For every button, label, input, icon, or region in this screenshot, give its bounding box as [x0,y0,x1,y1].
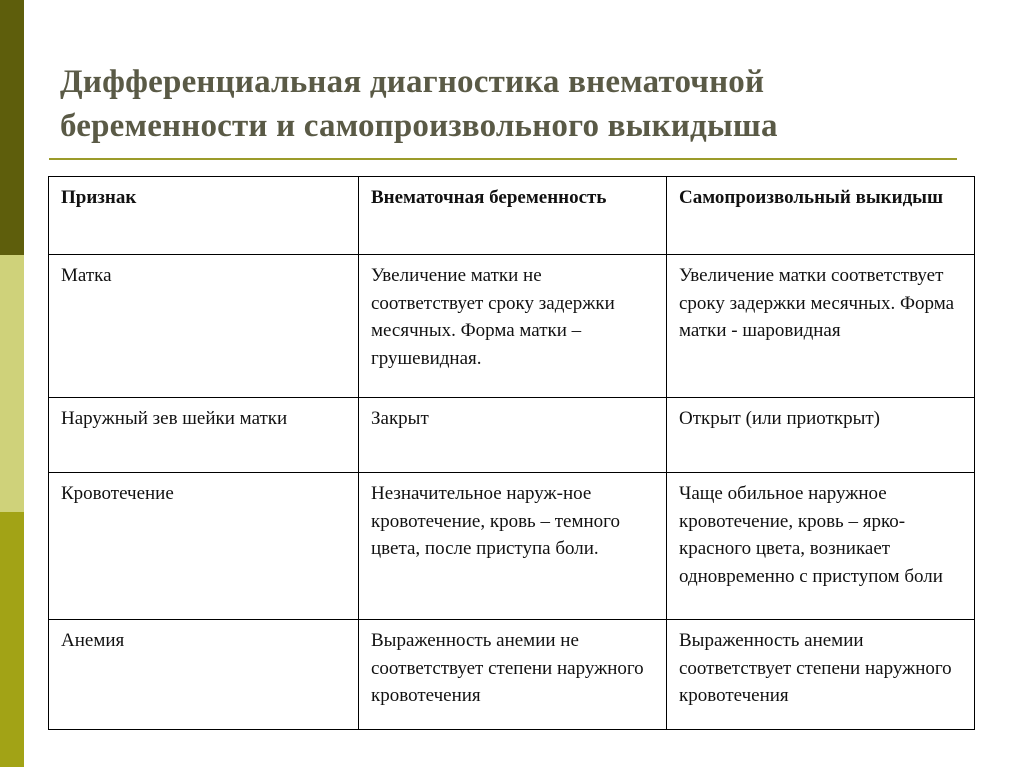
side-bar-dark [0,0,24,255]
side-bar-olive [0,512,24,767]
header-miscarriage: Самопроизвольный выкидыш [667,177,975,255]
title-underline [49,158,957,160]
cell-ectopic: Выраженность анемии не соответствует степени наружного кровотечения [359,620,667,730]
table-row [49,620,975,730]
cell-ectopic: Увеличение матки не соответствует сроку задержки месячных. Форма матки – грушевидная. [359,255,667,398]
diagnosis-table [48,176,975,730]
cell-ectopic: Закрыт [359,398,667,473]
header-ectopic: Внематочная беременность [359,177,667,255]
slide-title-line-1: Дифференциальная диагностика внематочной [60,64,765,100]
table-row [49,473,975,620]
cell-miscarriage: Выраженность анемии соответствует степени наружного кровотечения [667,620,975,730]
cell-miscarriage: Открыт (или приоткрыт) [667,398,975,473]
cell-miscarriage: Увеличение матки соответствует сроку задержки месячных. Форма матки - шаровидная [667,255,975,398]
cell-sign: Матка [49,255,359,398]
table-row [49,255,975,398]
cell-sign: Кровотечение [49,473,359,620]
slide-title [60,60,960,148]
table-row [49,398,975,473]
header-sign: Признак [49,177,359,255]
table-header-row [49,177,975,255]
slide-title-line-2: беременности и самопроизвольного выкидыша [60,108,778,144]
cell-miscarriage: Чаще обильное наружное кровотечение, кровь – ярко-красного цвета, возникает одновременно с приступом боли [667,473,975,620]
cell-sign: Анемия [49,620,359,730]
cell-ectopic: Незначительное наруж-ное кровотечение, кровь – темного цвета, после приступа боли. [359,473,667,620]
cell-sign: Наружный зев шейки матки [49,398,359,473]
side-bar-light [0,255,24,512]
